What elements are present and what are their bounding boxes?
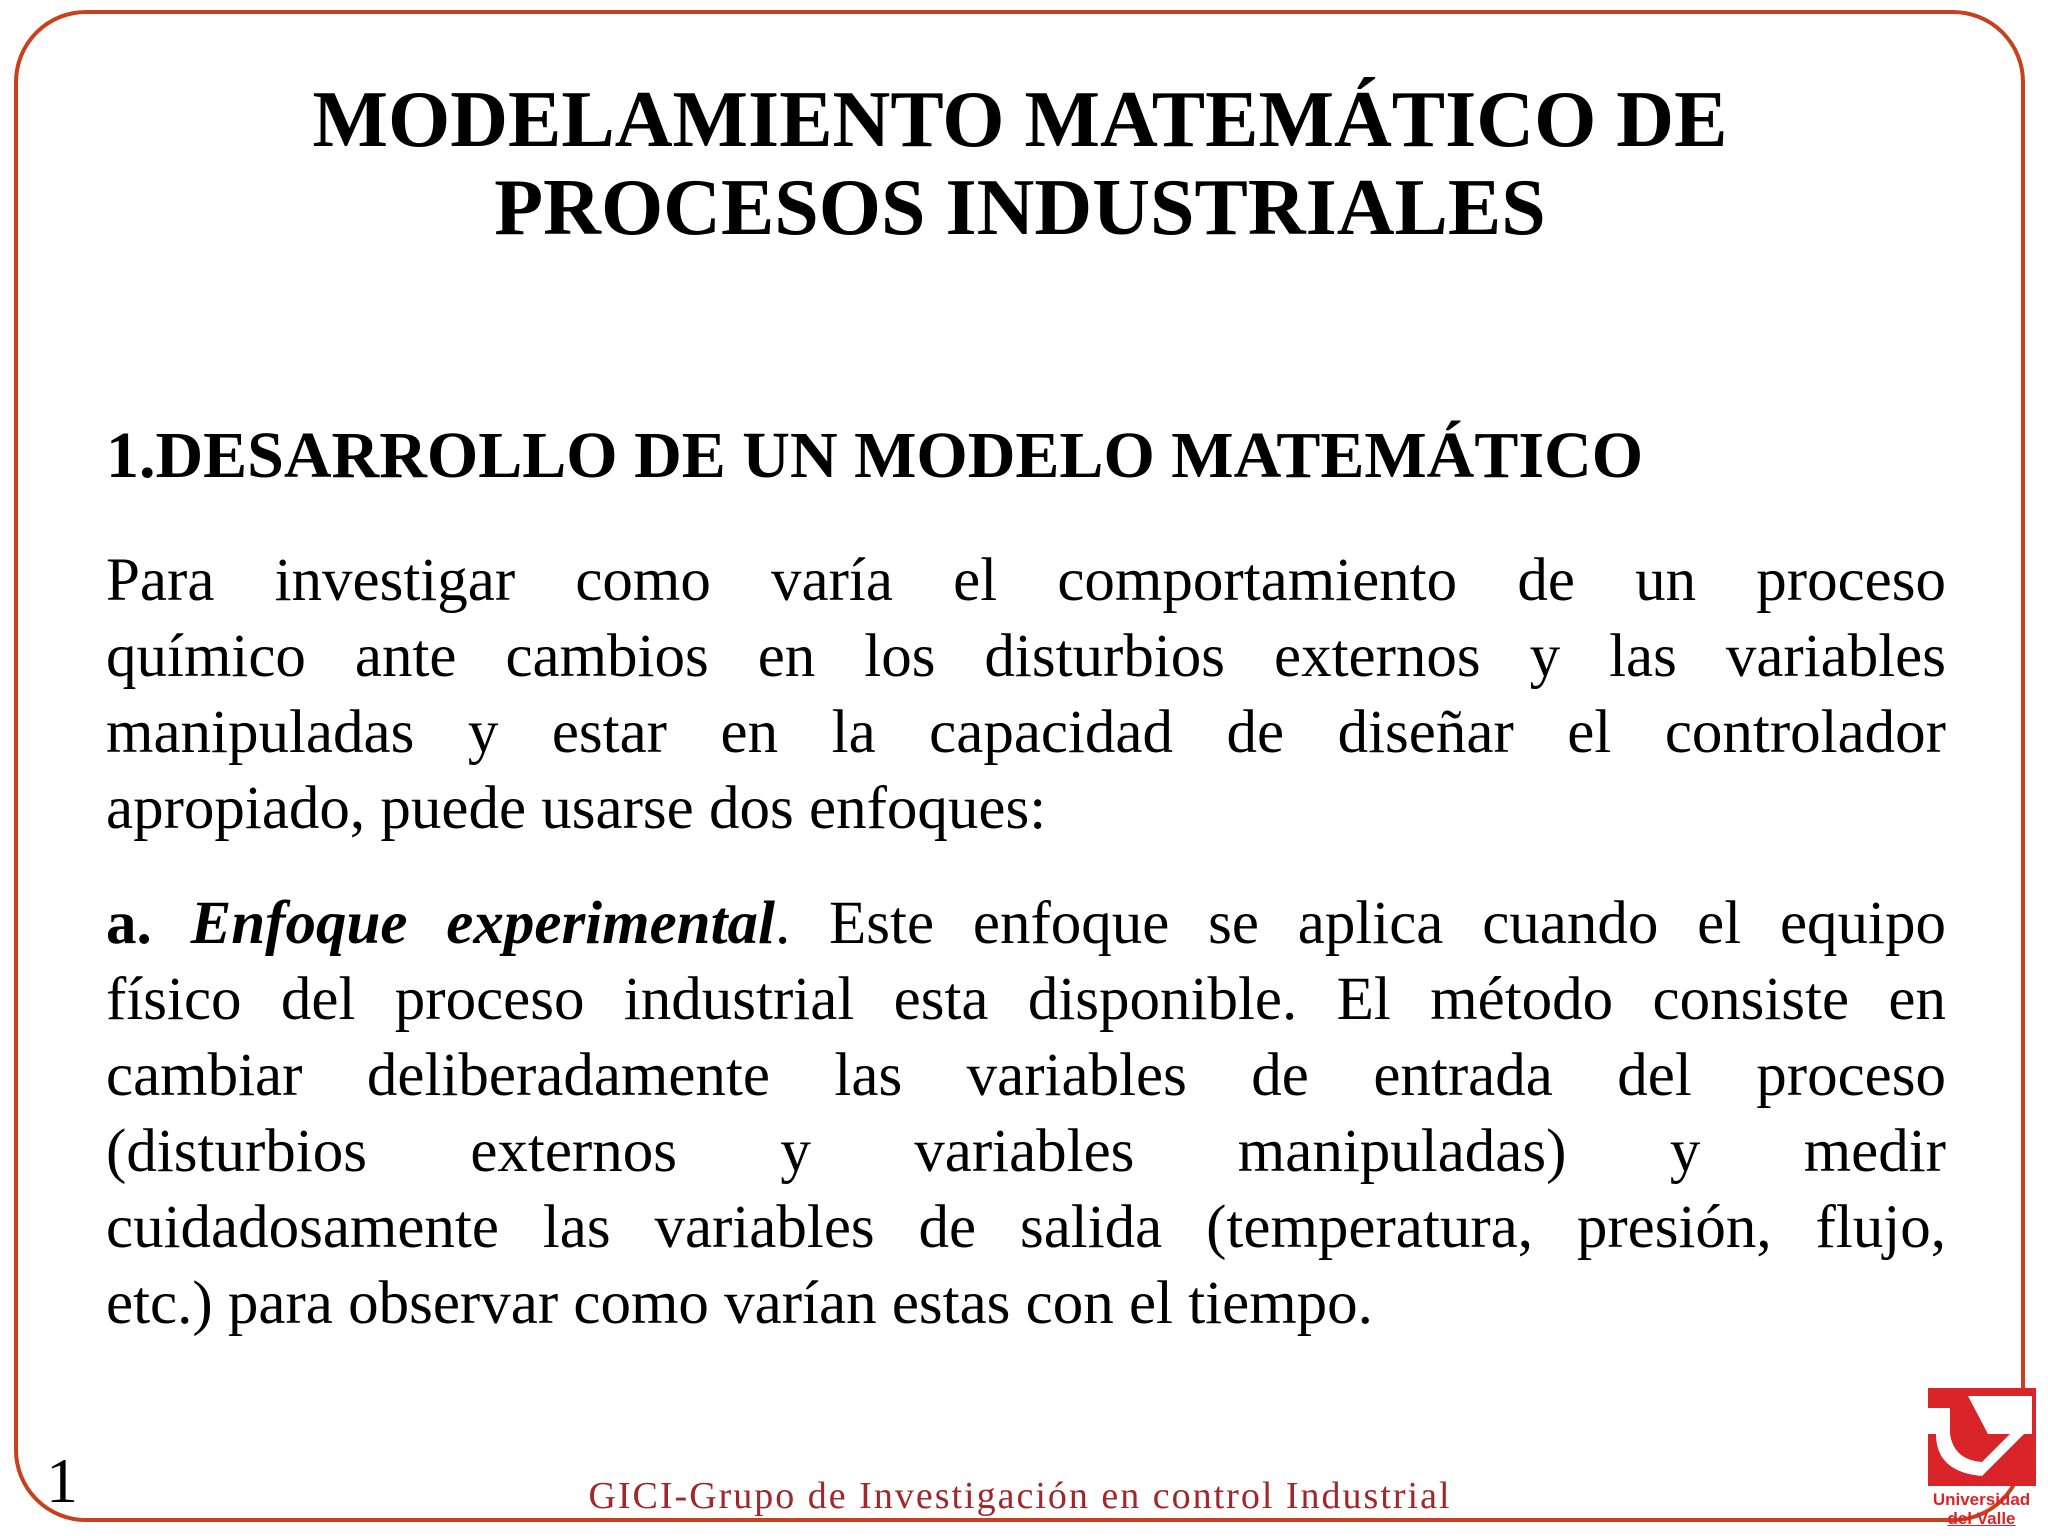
approach-name: Enfoque experimental: [190, 890, 775, 957]
logo-valle-label: del Valle: [1947, 1509, 2016, 1528]
paragraph-line: cuidadosamente las variables de salida (temperatura, presión, flujo,: [106, 1194, 1946, 1261]
page-number: 1: [46, 1445, 78, 1516]
approach-description-start: . Este enfoque se aplica cuando el equipo: [774, 890, 1946, 957]
paragraph-line: etc.) para observar como varían estas con el tiempo.: [106, 1270, 1373, 1337]
slide-title: [120, 76, 1920, 252]
footer-text: GICI-Grupo de Investigación en control Industrial: [588, 1475, 1452, 1517]
univalle-logo-icon: [1928, 1388, 2036, 1486]
logo-university-label: Universidad: [1932, 1490, 2031, 1509]
paragraph-line: manipuladas y estar en la capacidad de diseñar el controlador: [106, 699, 1946, 766]
paragraph-line: químico ante cambios en los disturbios externos y las variables: [106, 623, 1946, 690]
paragraph-first-line: [106, 886, 1946, 962]
item-marker: a.: [106, 890, 152, 957]
section-heading: 1.DESARROLLO DE UN MODELO MATEMÁTICO: [106, 419, 1644, 492]
paragraph-line: cambiar deliberadamente las variables de entrada del proceso: [106, 1042, 1946, 1109]
intro-paragraph: [106, 543, 1946, 847]
title-line-1: MODELAMIENTO MATEMÁTICO DE: [312, 76, 1728, 164]
paragraph-line: Para investigar como varía el comportamiento de un proceso: [106, 547, 1946, 614]
paragraph-line: físico del proceso industrial esta disponible. El método consiste en: [106, 966, 1946, 1033]
title-line-2: PROCESOS INDUSTRIALES: [494, 164, 1546, 252]
university-logo: [1925, 1388, 2038, 1530]
approach-a-paragraph: [106, 886, 1946, 1342]
paragraph-line: (disturbios externos y variables manipuladas) y medir: [106, 1118, 1946, 1185]
paragraph-line: apropiado, puede usarse dos enfoques:: [106, 775, 1047, 842]
